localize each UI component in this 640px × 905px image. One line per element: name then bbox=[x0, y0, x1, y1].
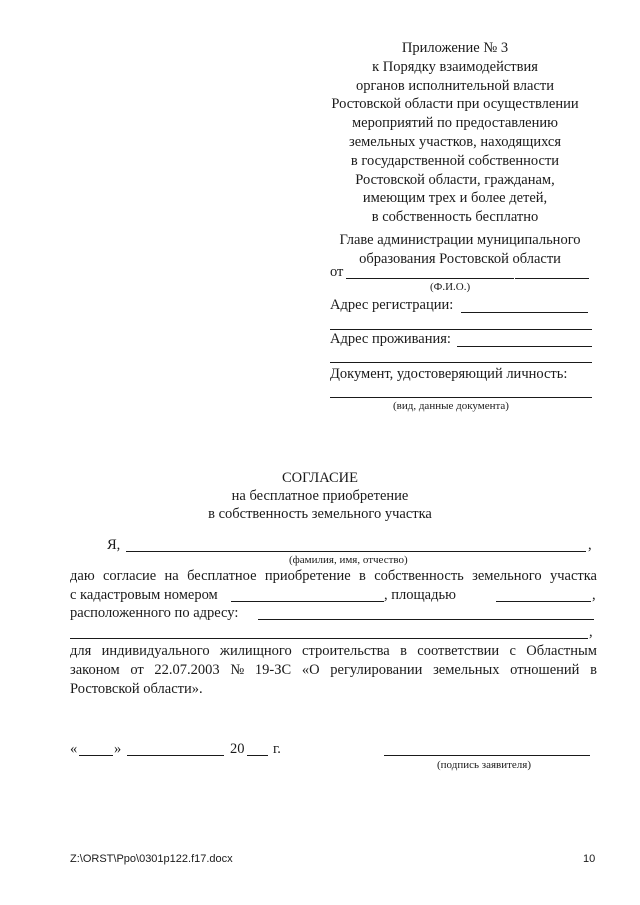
name-caption: (фамилия, имя, отчество) bbox=[289, 554, 408, 566]
appendix-line: Ростовской области при осуществлении bbox=[331, 96, 579, 113]
appendix-header bbox=[300, 39, 610, 227]
appendix-line: мероприятий по предоставлению bbox=[352, 115, 558, 132]
registration-label: Адрес регистрации: bbox=[330, 297, 454, 313]
document-title bbox=[0, 469, 640, 523]
appendix-line: в собственность бесплатно bbox=[371, 209, 539, 226]
addressee-title-line2: образования Ростовской области bbox=[359, 250, 561, 267]
residence-address-field[interactable] bbox=[457, 346, 592, 347]
from-label: от bbox=[330, 264, 344, 280]
identity-document-field[interactable] bbox=[330, 397, 592, 398]
document-caption: (вид, данные документа) bbox=[393, 400, 509, 412]
from-name-field-extra[interactable] bbox=[515, 278, 589, 279]
area-label: , площадью bbox=[384, 587, 456, 603]
day-field[interactable] bbox=[79, 755, 113, 756]
title-line3: в собственность земельного участка bbox=[208, 506, 432, 522]
from-name-field[interactable] bbox=[346, 278, 514, 279]
purpose-line: для индивидуального жилищного строительства в соответствии с Областным bbox=[70, 643, 597, 659]
appendix-line: земельных участков, находящихся bbox=[348, 133, 562, 150]
registration-address-field[interactable] bbox=[461, 312, 588, 313]
month-field[interactable] bbox=[127, 755, 224, 756]
page-number: 10 bbox=[583, 853, 596, 865]
region-text: Ростовской области». bbox=[70, 681, 203, 697]
document-label: Документ, удостоверяющий личность: bbox=[330, 366, 568, 382]
appendix-line: имеющим трех и более детей, bbox=[362, 190, 548, 207]
appendix-line: к Порядку взаимодействия bbox=[372, 58, 538, 75]
i-label: Я, bbox=[107, 537, 121, 553]
location-address-field-line2[interactable] bbox=[70, 638, 588, 639]
footer-file-path: Z:\ORST\Ppo\0301p122.f17.docx bbox=[70, 853, 233, 865]
quote-close: » bbox=[114, 741, 122, 757]
law-line: законом от 22.07.2003 № 19-ЗС «О регулировании земельных отношений в bbox=[70, 662, 597, 678]
consent-line: даю согласие на бесплатное приобретение в собственность земельного участка bbox=[70, 568, 597, 584]
appendix-line: Приложение № 3 bbox=[401, 40, 509, 56]
location-comma: , bbox=[589, 624, 593, 640]
area-field[interactable] bbox=[496, 601, 591, 602]
title-main: СОГЛАСИЕ bbox=[281, 470, 359, 486]
fio-caption: (Ф.И.О.) bbox=[430, 281, 471, 293]
addressee-title bbox=[318, 231, 602, 268]
signature-caption: (подпись заявителя) bbox=[437, 759, 532, 771]
appendix-line: Ростовской области, гражданам, bbox=[355, 171, 555, 188]
name-comma: , bbox=[588, 537, 592, 553]
signature-field-extra[interactable] bbox=[510, 755, 590, 756]
residence-label: Адрес проживания: bbox=[330, 331, 451, 347]
appendix-line: в государственной собственности bbox=[350, 152, 560, 169]
cadastral-number-field[interactable] bbox=[231, 601, 384, 602]
year-prefix: 20 bbox=[230, 741, 245, 757]
signature-field[interactable] bbox=[384, 755, 510, 756]
registration-address-field-line2[interactable] bbox=[330, 329, 592, 330]
cadastral-label: с кадастровым номером bbox=[70, 587, 218, 603]
year-suffix: г. bbox=[273, 741, 281, 757]
location-address-field[interactable] bbox=[258, 619, 594, 620]
area-comma: , bbox=[592, 587, 596, 603]
addressee-title-line1: Главе администрации муниципального bbox=[339, 232, 581, 248]
quote-open: « bbox=[70, 741, 78, 757]
title-line2: на бесплатное приобретение bbox=[231, 488, 409, 504]
residence-address-field-line2[interactable] bbox=[330, 362, 592, 363]
year-field[interactable] bbox=[247, 755, 268, 756]
appendix-line: органов исполнительной власти bbox=[355, 77, 554, 94]
full-name-field[interactable] bbox=[126, 551, 586, 552]
location-label: расположенного по адресу: bbox=[70, 605, 239, 621]
